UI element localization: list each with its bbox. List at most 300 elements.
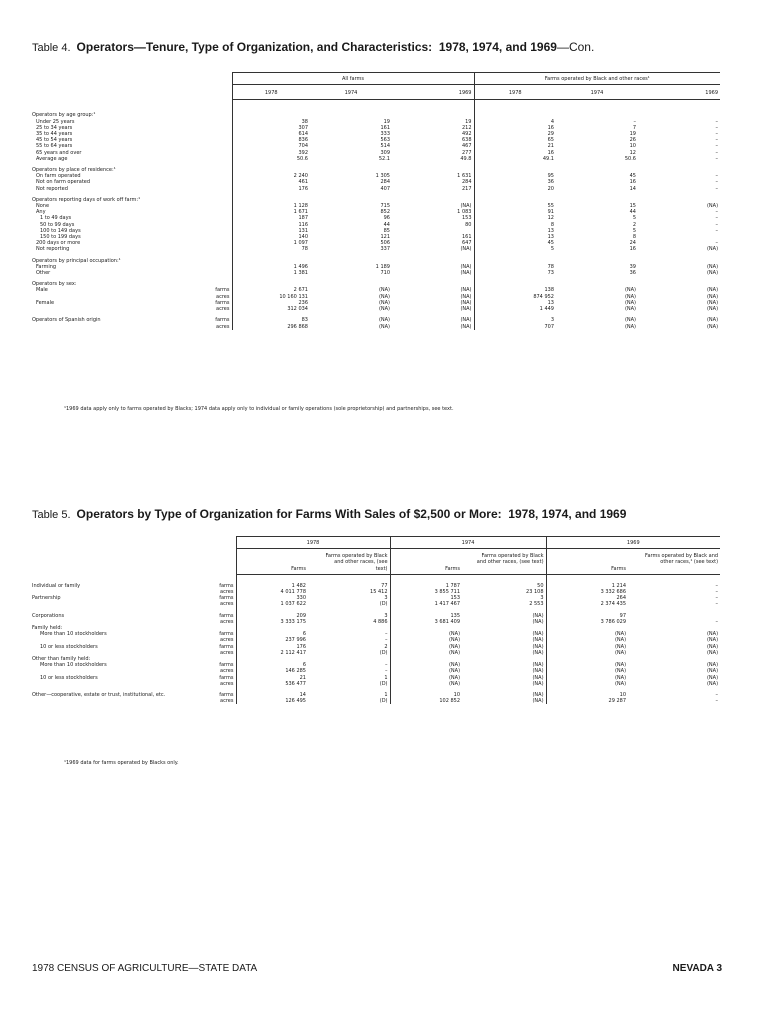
table-cell: (NA) bbox=[706, 662, 719, 669]
table-cell: (NA) bbox=[378, 287, 390, 294]
table-cell: 8 bbox=[474, 222, 556, 228]
table-cell: 80 bbox=[465, 221, 472, 228]
row-label: 45 to 54 years bbox=[36, 137, 73, 144]
table-cell: 5 bbox=[632, 215, 636, 222]
table-cell: 36 bbox=[629, 270, 636, 277]
table-cell: – bbox=[715, 589, 719, 596]
table4-footnote: ¹1969 data apply only to farms operated by Blacks; 1974 data apply only to individual or family operations (sole proprietorship) and partnerships, see text. bbox=[64, 406, 454, 412]
table-cell: (NA) bbox=[706, 649, 719, 656]
table-row bbox=[30, 324, 720, 330]
table-cell: 2 374 435 bbox=[546, 601, 628, 607]
table-cell: 78 bbox=[232, 246, 310, 252]
table-cell: 126 495 bbox=[236, 698, 308, 704]
table-cell: 10 bbox=[629, 143, 636, 150]
table-cell: 13 bbox=[474, 234, 556, 240]
table4-title bbox=[32, 40, 594, 54]
row-unit: farms bbox=[219, 612, 234, 619]
table4 bbox=[30, 72, 720, 330]
table-cell: 15 bbox=[629, 203, 636, 210]
table-cell: 1 417 467 bbox=[390, 601, 462, 607]
table5-years: 1978, 1974, and 1969 bbox=[508, 507, 627, 521]
table5-year-group: 1969 bbox=[546, 537, 720, 549]
table-cell: (NA) bbox=[532, 692, 544, 699]
table-cell: 121 bbox=[380, 234, 390, 241]
row-label: Not reported bbox=[36, 185, 68, 192]
table5-col-farms: Farms bbox=[546, 549, 628, 575]
table-cell: 14 bbox=[629, 185, 636, 192]
table-cell: 153 bbox=[461, 215, 472, 222]
table-cell: (NA) bbox=[390, 675, 462, 681]
table-cell: (NA) bbox=[532, 631, 544, 638]
table-cell: (NA) bbox=[706, 317, 719, 324]
table-cell: (NA) bbox=[390, 644, 462, 650]
table-cell: 1 671 bbox=[232, 209, 310, 215]
table4-years: 1978, 1974, and 1969 bbox=[438, 40, 557, 54]
table-cell: – bbox=[633, 118, 636, 125]
table5-label: Table 5. bbox=[32, 509, 71, 521]
row-label: Female bbox=[36, 299, 55, 306]
table-cell: 1 128 bbox=[232, 203, 310, 209]
table-cell: 3 bbox=[384, 595, 388, 602]
table-cell: 131 bbox=[232, 228, 310, 234]
row-label: More than 10 stockholders bbox=[40, 631, 107, 638]
table5-col-black: Farms operated by Black and other races,¹ (see text) bbox=[628, 549, 720, 575]
table-cell: 536 477 bbox=[236, 681, 308, 687]
table-cell: (NA) bbox=[390, 650, 462, 656]
row-unit: acres bbox=[216, 323, 230, 330]
table-cell: – bbox=[715, 582, 719, 589]
table-cell: 209 bbox=[236, 613, 308, 619]
row-unit: farms bbox=[219, 692, 234, 699]
table-cell: 176 bbox=[232, 186, 310, 192]
table-cell: (NA) bbox=[460, 317, 472, 324]
table5-subheader bbox=[30, 549, 720, 575]
table-cell: 4 886 bbox=[373, 618, 388, 625]
table-cell: 26 bbox=[629, 137, 636, 144]
table-cell: (NA) bbox=[546, 644, 628, 650]
table-cell: (NA) bbox=[706, 263, 719, 270]
row-unit: acres bbox=[216, 306, 230, 313]
table5-col-farms: Farms bbox=[390, 549, 462, 575]
row-label: Other bbox=[36, 270, 51, 277]
table-cell: 7 bbox=[632, 124, 636, 131]
row-unit: farms bbox=[215, 317, 230, 324]
table-cell: 102 852 bbox=[390, 698, 462, 704]
table-cell: 212 bbox=[461, 124, 472, 131]
table-cell: (NA) bbox=[624, 323, 636, 330]
table-cell: 135 bbox=[390, 613, 462, 619]
table-cell: 4 011 778 bbox=[236, 589, 308, 595]
table-cell: (NA) bbox=[378, 306, 390, 313]
table-cell: (NA) bbox=[460, 263, 472, 270]
row-label: 65 years and over bbox=[36, 149, 82, 156]
table-cell: – bbox=[385, 631, 388, 638]
table4-col-year: 1969 bbox=[392, 85, 474, 100]
table-cell: 49.8 bbox=[460, 155, 472, 162]
table-cell: 710 bbox=[380, 270, 390, 277]
row-unit: acres bbox=[220, 698, 234, 705]
table-cell: 330 bbox=[236, 595, 308, 601]
row-label: Individual or family bbox=[32, 582, 81, 589]
table-cell: 614 bbox=[232, 131, 310, 137]
table-cell: 161 bbox=[461, 234, 472, 241]
table-cell: (NA) bbox=[532, 612, 544, 619]
table-cell: 38 bbox=[232, 119, 310, 125]
table-cell: 217 bbox=[461, 185, 472, 192]
table-cell: (NA) bbox=[460, 203, 472, 210]
table-cell: 1 305 bbox=[375, 173, 390, 180]
table-cell: (NA) bbox=[378, 317, 390, 324]
table-cell: – bbox=[715, 118, 719, 125]
table-cell: 153 bbox=[390, 595, 462, 601]
row-unit: farms bbox=[215, 299, 230, 306]
table-cell: (NA) bbox=[706, 323, 719, 330]
row-label: Male bbox=[36, 287, 48, 294]
table-cell: 83 bbox=[232, 317, 310, 323]
table-cell: 1 037 622 bbox=[236, 601, 308, 607]
row-unit: acres bbox=[220, 601, 234, 608]
table-cell: (NA) bbox=[532, 662, 544, 669]
table-cell: 3 bbox=[540, 595, 544, 602]
table-cell: 1 449 bbox=[474, 306, 556, 312]
table-cell: (NA) bbox=[546, 668, 628, 674]
table4-con: —Con. bbox=[556, 40, 595, 54]
table-cell: (NA) bbox=[460, 270, 472, 277]
table-cell: 10 bbox=[390, 692, 462, 698]
table-cell: 44 bbox=[629, 209, 636, 216]
table-cell: – bbox=[715, 209, 719, 216]
table-cell: 1 189 bbox=[375, 263, 390, 270]
row-unit: acres bbox=[220, 680, 234, 687]
table-cell: 1 631 bbox=[457, 173, 472, 180]
table-cell: – bbox=[715, 698, 719, 705]
table-cell: (NA) bbox=[460, 246, 472, 253]
table-cell: 264 bbox=[546, 595, 628, 601]
table-cell: 3 855 711 bbox=[390, 589, 462, 595]
row-label: Partnership bbox=[32, 595, 61, 602]
table-cell: 13 bbox=[474, 300, 556, 306]
row-label: Farming bbox=[36, 263, 57, 270]
table-cell: (NA) bbox=[532, 637, 544, 644]
table-cell: 5 bbox=[632, 227, 636, 234]
row-unit: farms bbox=[219, 582, 234, 589]
table-cell: (NA) bbox=[460, 299, 472, 306]
table-cell: (D) bbox=[379, 601, 388, 608]
table-cell: – bbox=[715, 155, 719, 162]
table-cell: 55 bbox=[474, 203, 556, 209]
row-label: 50 to 99 days bbox=[40, 221, 75, 228]
row-label: 35 to 44 years bbox=[36, 131, 73, 138]
table5-year-group: 1978 bbox=[236, 537, 390, 549]
row-label: 200 days or more bbox=[36, 240, 81, 247]
table-cell: 49.1 bbox=[474, 156, 556, 162]
table-cell: 16 bbox=[474, 125, 556, 131]
table-cell: 647 bbox=[461, 240, 472, 247]
table-cell: 236 bbox=[232, 300, 310, 306]
row-label: Operators reporting days of work off farm:¹ bbox=[32, 196, 141, 203]
table-cell: 3 332 686 bbox=[546, 589, 628, 595]
table-cell: 1 381 bbox=[232, 270, 310, 276]
row-label: Corporations bbox=[32, 612, 65, 619]
table-cell: 467 bbox=[461, 143, 472, 150]
table-cell: 65 bbox=[474, 137, 556, 143]
row-unit: farms bbox=[219, 674, 234, 681]
table-cell: 1 214 bbox=[546, 583, 628, 589]
table-cell: – bbox=[715, 143, 719, 150]
table-cell: 492 bbox=[461, 131, 472, 138]
table-cell: 715 bbox=[380, 203, 390, 210]
table-cell: 50.6 bbox=[232, 156, 310, 162]
table-cell: (NA) bbox=[460, 287, 472, 294]
table-cell: 23 108 bbox=[526, 589, 544, 596]
row-label: 150 to 199 days bbox=[40, 234, 81, 241]
row-label: Operators by principal occupation:¹ bbox=[32, 257, 121, 264]
table-cell: 16 bbox=[474, 150, 556, 156]
row-label: More than 10 stockholders bbox=[40, 662, 107, 669]
table-cell: 19 bbox=[465, 118, 472, 125]
table5-year-group: 1974 bbox=[390, 537, 546, 549]
table-cell: (NA) bbox=[706, 637, 719, 644]
table-cell: – bbox=[715, 215, 719, 222]
table-cell: 146 285 bbox=[236, 668, 308, 674]
table5-footnote: ¹1969 data for farms operated by Blacks only. bbox=[64, 760, 179, 766]
table-cell: 337 bbox=[380, 246, 390, 253]
table-cell: 3 786 029 bbox=[546, 619, 628, 625]
table-cell: 29 bbox=[474, 131, 556, 137]
table-cell: (NA) bbox=[624, 293, 636, 300]
table-cell: 1 496 bbox=[232, 264, 310, 270]
row-label: 10 or less stockholders bbox=[40, 674, 98, 681]
table-cell: (NA) bbox=[706, 299, 719, 306]
table-cell: 44 bbox=[383, 221, 390, 228]
table-cell: 1 482 bbox=[236, 583, 308, 589]
table-cell: 13 bbox=[474, 228, 556, 234]
table-cell: 277 bbox=[461, 149, 472, 156]
table-cell: 707 bbox=[474, 324, 556, 330]
table5-title-text: Operators by Type of Organization for Farms With Sales of $2,500 or More: bbox=[76, 507, 502, 521]
table-cell: 138 bbox=[474, 287, 556, 293]
row-label: Under 25 years bbox=[36, 118, 75, 125]
table-cell: 16 bbox=[629, 246, 636, 253]
row-label: 100 to 149 days bbox=[40, 227, 81, 234]
table5-col-farms: Farms bbox=[236, 549, 308, 575]
row-unit: farms bbox=[219, 631, 234, 638]
row-unit: acres bbox=[220, 637, 234, 644]
table-cell: – bbox=[385, 668, 388, 675]
table-cell: (D) bbox=[379, 649, 388, 656]
table5 bbox=[30, 536, 720, 704]
row-label: Operators of Spanish origin bbox=[32, 317, 101, 324]
table-cell: 1 787 bbox=[390, 583, 462, 589]
table-cell: 6 bbox=[236, 631, 308, 637]
row-unit: acres bbox=[220, 589, 234, 596]
table4-group-header bbox=[30, 73, 720, 85]
row-unit: farms bbox=[219, 662, 234, 669]
table4-col-year: 1978 bbox=[232, 85, 310, 100]
table-cell: 10 bbox=[546, 692, 628, 698]
table-cell: (NA) bbox=[706, 287, 719, 294]
table-cell: 312 034 bbox=[232, 306, 310, 312]
row-label: 10 or less stockholders bbox=[40, 643, 98, 650]
table-cell: 24 bbox=[629, 240, 636, 247]
table-cell: 309 bbox=[380, 149, 390, 156]
table-cell: 6 bbox=[236, 662, 308, 668]
table-cell: (NA) bbox=[546, 637, 628, 643]
table-cell: (NA) bbox=[706, 680, 719, 687]
table-cell: (NA) bbox=[532, 698, 544, 705]
table-cell: (NA) bbox=[390, 637, 462, 643]
row-label: Operators by sex: bbox=[32, 281, 77, 288]
row-unit: acres bbox=[220, 668, 234, 675]
table-cell: 78 bbox=[474, 264, 556, 270]
table4-label: Table 4. bbox=[32, 42, 71, 54]
table-cell: 19 bbox=[383, 118, 390, 125]
table-cell: (NA) bbox=[532, 680, 544, 687]
table-cell: 333 bbox=[380, 131, 390, 138]
table-cell: 187 bbox=[232, 215, 310, 221]
row-label: Other—cooperative, estate or trust, institutional, etc. bbox=[32, 692, 166, 699]
table-cell: (NA) bbox=[546, 631, 628, 637]
table-cell: (NA) bbox=[532, 649, 544, 656]
row-label: On farm operated bbox=[36, 173, 81, 180]
table-cell: 514 bbox=[380, 143, 390, 150]
table4-group-black: Farms operated by Black and other races¹ bbox=[474, 73, 720, 85]
table-cell: (NA) bbox=[706, 631, 719, 638]
table-cell: 2 240 bbox=[232, 173, 310, 179]
row-label bbox=[30, 324, 190, 330]
table-cell: 39 bbox=[629, 263, 636, 270]
table5-year-header bbox=[30, 537, 720, 549]
table-cell: (NA) bbox=[706, 246, 719, 253]
table-cell: (NA) bbox=[706, 203, 719, 210]
table-cell: 29 287 bbox=[546, 698, 628, 704]
table-cell: (NA) bbox=[546, 681, 628, 687]
table-cell: (NA) bbox=[706, 668, 719, 675]
table-cell: 3 bbox=[384, 612, 388, 619]
table5-title bbox=[32, 507, 626, 521]
table-cell: 392 bbox=[232, 150, 310, 156]
table-cell: (NA) bbox=[532, 668, 544, 675]
table-cell: (NA) bbox=[460, 293, 472, 300]
table-cell: 2 bbox=[632, 221, 636, 228]
table-cell: 1 083 bbox=[457, 209, 472, 216]
table-cell: 176 bbox=[236, 644, 308, 650]
row-label: 25 to 34 years bbox=[36, 124, 73, 131]
row-label: 1 to 49 days bbox=[40, 215, 72, 222]
table-cell: 296 868 bbox=[232, 324, 310, 330]
table-cell: 77 bbox=[381, 582, 388, 589]
table-cell: 52.1 bbox=[378, 155, 390, 162]
row-label: Any bbox=[36, 209, 46, 216]
table-cell: (NA) bbox=[706, 270, 719, 277]
table-cell: 16 bbox=[629, 179, 636, 186]
table-cell: 21 bbox=[474, 143, 556, 149]
row-unit: acres bbox=[220, 649, 234, 656]
table-cell: 704 bbox=[232, 143, 310, 149]
table-cell: (NA) bbox=[624, 287, 636, 294]
table-cell: 874 952 bbox=[474, 294, 556, 300]
table4-col-year: 1969 bbox=[638, 85, 720, 100]
table-cell: (NA) bbox=[706, 306, 719, 313]
row-label: None bbox=[36, 203, 50, 210]
table-cell: – bbox=[715, 227, 719, 234]
table-cell: 91 bbox=[474, 209, 556, 215]
table-cell: – bbox=[715, 179, 719, 186]
table-cell: (NA) bbox=[390, 631, 462, 637]
table-cell: 45 bbox=[474, 240, 556, 246]
table-cell: – bbox=[715, 173, 719, 180]
row-label: Other than family held: bbox=[32, 656, 91, 663]
table-row bbox=[30, 698, 720, 704]
table4-year-header bbox=[30, 85, 720, 100]
table-cell: 284 bbox=[380, 179, 390, 186]
table-cell: 73 bbox=[474, 270, 556, 276]
table-cell: – bbox=[715, 692, 719, 699]
table4-title-text: Operators—Tenure, Type of Organization, and Characteristics: bbox=[76, 40, 433, 54]
row-unit: acres bbox=[216, 293, 230, 300]
table-cell: (NA) bbox=[390, 662, 462, 668]
row-label: Not on farm operated bbox=[36, 179, 91, 186]
table-cell: – bbox=[385, 637, 388, 644]
table-cell: – bbox=[715, 601, 719, 608]
row-label: Operators by age group:¹ bbox=[32, 112, 96, 119]
table-cell: (NA) bbox=[706, 674, 719, 681]
table-cell: 12 bbox=[474, 215, 556, 221]
table-cell: (NA) bbox=[624, 306, 636, 313]
table-cell: – bbox=[715, 137, 719, 144]
table-cell: 4 bbox=[474, 119, 556, 125]
table-cell: 15 412 bbox=[370, 589, 388, 596]
row-label bbox=[30, 698, 190, 704]
table-cell: 852 bbox=[380, 209, 390, 216]
table-cell: (NA) bbox=[706, 643, 719, 650]
table-cell: 140 bbox=[232, 234, 310, 240]
table-cell: – bbox=[715, 131, 719, 138]
table-cell: (NA) bbox=[624, 299, 636, 306]
row-label: Not reporting bbox=[36, 246, 70, 253]
table-cell: – bbox=[715, 149, 719, 156]
table-cell: 638 bbox=[461, 137, 472, 144]
table-cell: 3 333 175 bbox=[236, 619, 308, 625]
table-cell: 2 553 bbox=[529, 601, 544, 608]
table-cell: 506 bbox=[380, 240, 390, 247]
table-cell: (NA) bbox=[706, 293, 719, 300]
table-cell: 1 097 bbox=[232, 240, 310, 246]
table-cell: (NA) bbox=[460, 323, 472, 330]
table-cell: 563 bbox=[380, 137, 390, 144]
row-unit: farms bbox=[219, 643, 234, 650]
table-cell: 2 112 417 bbox=[236, 650, 308, 656]
row-label: Operators by place of residence:¹ bbox=[32, 167, 116, 174]
table-cell: 116 bbox=[232, 222, 310, 228]
table-cell: 307 bbox=[232, 125, 310, 131]
table-cell: 45 bbox=[629, 173, 636, 180]
table-cell: (NA) bbox=[624, 317, 636, 324]
table-cell: 50 bbox=[537, 582, 544, 589]
table-cell: 12 bbox=[629, 149, 636, 156]
table4-col-year: 1978 bbox=[474, 85, 556, 100]
table-cell: 10 160 131 bbox=[232, 294, 310, 300]
table-cell: (NA) bbox=[546, 650, 628, 656]
table-cell: – bbox=[385, 662, 388, 669]
table4-col-year: 1974 bbox=[310, 85, 392, 100]
table-cell: 161 bbox=[380, 124, 390, 131]
table-cell: (NA) bbox=[532, 643, 544, 650]
table-cell: 2 671 bbox=[232, 287, 310, 293]
table4-group-all: All farms bbox=[232, 73, 474, 85]
table-cell: 8 bbox=[632, 234, 636, 241]
table-cell: (NA) bbox=[546, 662, 628, 668]
